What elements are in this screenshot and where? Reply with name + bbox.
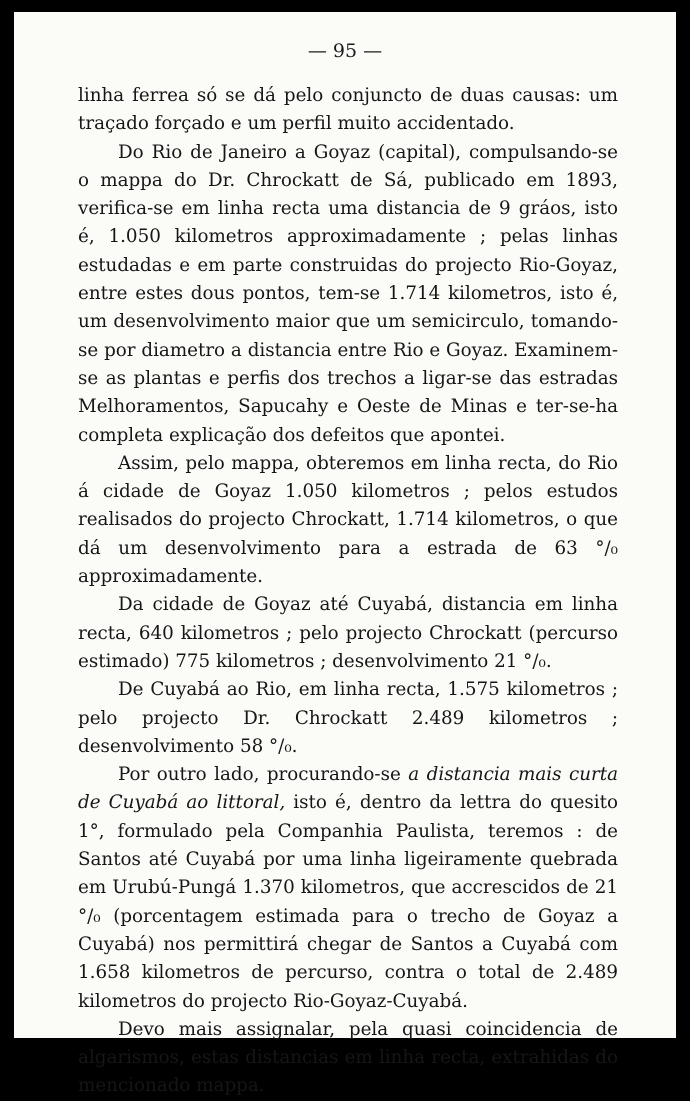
paragraph-6 (78, 761, 618, 1016)
book-page (14, 12, 676, 1097)
paragraph-2: Do Rio de Janeiro a Goyaz (capital), compulsando-se o mappa do Dr. Chrockatt de Sá, publicado em 1893, verifica-se em linha recta uma distancia de 9 gráos, isto é, 1.050 kilometros approximadamente ; pelas linhas estudadas e em parte construidas do projecto Rio-Goyaz, entre estes dous pontos, tem-se 1.714 kilometros, isto é, um desenvolvimento maior que um semicirculo, tomando-se por diametro a distancia entre Rio e Goyaz. Examinem-se as plantas e perfis dos trechos a ligar-se das estradas Melhoramentos, Sapucahy e Oeste de Minas e ter-se-ha completa explicação dos defeitos que apontei. (78, 141, 618, 446)
body-text (78, 82, 618, 1101)
paragraph-6-end: isto é, dentro da lettra do quesito 1°, formulado pela Companhia Paulista, teremos : de Santos até Cuyabá por uma linha ligeiramente quebrada em Urubú-Pungá 1.370 kilometros, que accrescidos de 21 °/₀ (porcentagem estimada para o trecho de Goyaz a Cuyabá) nos permittirá chegar de Santos a Cuyabá com 1.658 kilometros de percurso, contra o total de 2.489 kilometros do projecto Rio-Goyaz-Cuyabá. (78, 792, 618, 1012)
paragraph-4: Da cidade de Goyaz até Cuyabá, distancia em linha recta, 640 kilometros ; pelo projecto Chrockatt (percurso estimado) 775 kilometros ; desenvolvimento 21 °/₀. (78, 594, 618, 672)
paragraph-3: Assim, pelo mappa, obteremos em linha recta, do Rio á cidade de Goyaz 1.050 kilometros ; pelos estudos realisados do projecto Chrockatt, 1.714 kilometros, o que dá um desenvolvimento para a estrada de 63 °/₀ approximadamente. (78, 452, 618, 588)
paragraph-6-start: Por outro lado, procurando-se (118, 764, 409, 786)
paragraph-1: linha ferrea só se dá pelo conjuncto de duas causas: um traçado forçado e um perfil muito accidentado. (78, 85, 618, 135)
paragraph-7: Devo mais assignalar, pela quasi coincidencia de algarismos, estas distancias em linha recta, extrahidas do mencionado mappa. (78, 1018, 618, 1097)
paragraph-5: De Cuyabá ao Rio, em linha recta, 1.575 kilometros ; pelo projecto Dr. Chrockatt 2.489 kilometros ; desenvolvimento 58 °/₀. (78, 679, 618, 757)
paragraph-6-italic: a distancia mais curta de Cuyabá ao littoral, (78, 764, 618, 814)
page-number: — 95 — (307, 40, 383, 62)
